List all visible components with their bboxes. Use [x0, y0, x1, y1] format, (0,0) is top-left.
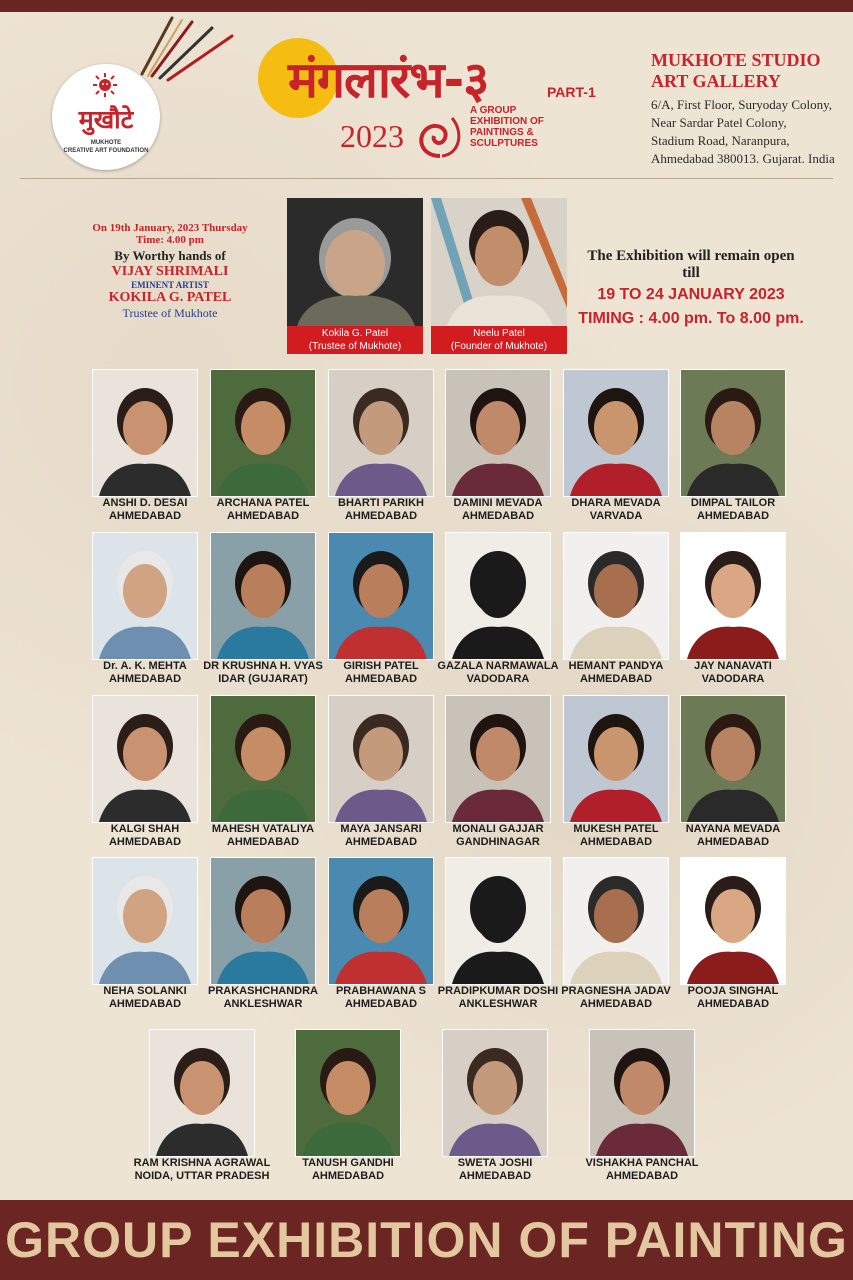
artist-name: PRADIPKUMAR DOSHI	[437, 985, 559, 997]
artist-photo	[211, 858, 315, 984]
artist-name: GAZALA NARMAWALA	[437, 660, 559, 672]
guest-name: VIJAY SHRIMALI	[111, 264, 229, 279]
artist-photo	[211, 696, 315, 822]
featured-card	[431, 198, 567, 354]
artist-city: AHMEDABAD	[605, 1170, 679, 1182]
artist-label	[651, 497, 815, 523]
schedule-dates: 19 TO 24 JANUARY 2023	[597, 286, 785, 303]
artist-name: JAY NANAVATI	[694, 660, 772, 672]
artist-photo	[681, 696, 785, 822]
logo-wordmark: मुखौटे	[78, 105, 134, 134]
artist-name: DAMINI MEVADA	[453, 497, 543, 509]
artist-name: ARCHANA PATEL	[216, 497, 310, 509]
artist-name: MONALI GAJJAR	[452, 823, 544, 835]
artist-label	[651, 823, 815, 849]
artist-photo	[446, 696, 550, 822]
artist-photo	[329, 533, 433, 659]
logo-line1: MUKHOTE	[90, 140, 122, 146]
artist-name: ANSHI D. DESAI	[102, 497, 188, 509]
artist-photo	[93, 696, 197, 822]
artist-city: AHMEDABAD	[696, 836, 770, 848]
mask-icon	[92, 72, 118, 98]
artist-photo	[329, 696, 433, 822]
artist-photo	[443, 1030, 547, 1156]
artist-photo	[564, 533, 668, 659]
inauguration-time: Time: 4.00 pm	[136, 234, 204, 246]
featured-card	[287, 198, 423, 354]
exhibition-schedule	[578, 248, 804, 328]
artist-photo	[93, 858, 197, 984]
artist-photo	[329, 370, 433, 496]
title-desc-line: EXHIBITION OF	[470, 116, 544, 127]
artist-name: TANUSH GANDHI	[302, 1157, 394, 1169]
artist-photo	[211, 370, 315, 496]
artist-name: PRAKASHCHANDRA	[208, 985, 318, 997]
artist-photo	[93, 533, 197, 659]
artist-name: DIMPAL TAILOR	[690, 497, 776, 509]
address-line: Near Sardar Patel Colony,	[651, 115, 787, 130]
artist-photo	[446, 370, 550, 496]
artist-photo	[93, 370, 197, 496]
artist-label	[651, 660, 815, 686]
artist-city: AHMEDABAD	[461, 510, 535, 522]
artist-city: AHMEDABAD	[108, 510, 182, 522]
artist-city: NOIDA, UTTAR PRADESH	[134, 1170, 270, 1182]
artist-city: AHMEDABAD	[344, 836, 418, 848]
artist-photo	[681, 858, 785, 984]
artist-city: ANKLESHWAR	[458, 998, 538, 1010]
artist-name: POOJA SINGHAL	[687, 985, 779, 997]
artist-label	[560, 1157, 724, 1183]
artist-city: VARVADA	[589, 510, 643, 522]
title-description	[470, 105, 544, 149]
artist-city: AHMEDABAD	[311, 1170, 385, 1182]
host-name: KOKILA G. PATEL	[108, 290, 232, 305]
artist-city: AHMEDABAD	[108, 998, 182, 1010]
title-part: PART-1	[547, 84, 596, 100]
artist-name: RAM KRISHNA AGRAWAL	[133, 1157, 271, 1169]
artist-name: PRABHAWANA S	[335, 985, 427, 997]
artist-name: SWETA JOSHI	[457, 1157, 533, 1169]
artist-name: VISHAKHA PANCHAL	[585, 1157, 699, 1169]
artist-name: NAYANA MEVADA	[685, 823, 781, 835]
logo-line2: CREATIVE ART FOUNDATION	[63, 148, 149, 154]
schedule-timing: TIMING : 4.00 pm. To 8.00 pm.	[578, 310, 804, 327]
artist-city: AHMEDABAD	[696, 510, 770, 522]
artist-city: AHMEDABAD	[108, 836, 182, 848]
featured-photo	[287, 198, 423, 326]
header-divider	[20, 178, 833, 179]
artist-name: DR KRUSHNA H. VYAS	[203, 660, 323, 672]
artist-photo	[296, 1030, 400, 1156]
paint-brushes-icon	[132, 14, 242, 84]
artist-name: MAHESH VATALIYA	[211, 823, 315, 835]
artist-city: AHMEDABAD	[344, 998, 418, 1010]
artist-city: ANKLESHWAR	[223, 998, 303, 1010]
featured-name: Neelu Patel	[473, 328, 525, 339]
artist-city: AHMEDABAD	[696, 998, 770, 1010]
address-line: Ahmedabad 380013. Gujarat. India	[651, 151, 835, 166]
artist-photo	[564, 370, 668, 496]
featured-caption	[287, 326, 423, 354]
artist-city: AHMEDABAD	[458, 1170, 532, 1182]
title-desc-line: SCULPTURES	[470, 138, 538, 149]
artist-label	[651, 985, 815, 1011]
artist-city: GANDHINAGAR	[456, 836, 540, 848]
artist-photo	[590, 1030, 694, 1156]
artist-name: MUKESH PATEL	[573, 823, 659, 835]
artist-city: AHMEDABAD	[579, 673, 653, 685]
artist-label	[413, 1157, 577, 1183]
artist-city: IDAR (GUJARAT)	[218, 673, 308, 685]
title-desc-line: PAINTINGS &	[470, 127, 534, 138]
featured-name: Kokila G. Patel	[321, 328, 389, 339]
artist-name: MAYA JANSARI	[340, 823, 422, 835]
artist-name: BHARTI PARIKH	[338, 497, 424, 509]
host-role: Trustee of Mukhote	[122, 306, 218, 320]
artist-city: AHMEDABAD	[344, 673, 418, 685]
artist-name: GIRISH PATEL	[343, 660, 419, 672]
featured-role: (Founder of Mukhote)	[450, 341, 548, 352]
artist-city: AHMEDABAD	[226, 836, 300, 848]
artist-name: HEMANT PANDYA	[568, 660, 664, 672]
address-line: 6/A, First Floor, Suryoday Colony,	[651, 97, 833, 112]
artist-name: PRAGNESHA JADAV	[561, 985, 671, 997]
artist-city: VADODARA	[701, 673, 765, 685]
artist-city: AHMEDABAD	[579, 998, 653, 1010]
artist-photo	[681, 533, 785, 659]
artist-photo	[150, 1030, 254, 1156]
title-year: 2023	[340, 118, 404, 154]
gallery-name	[651, 50, 821, 92]
title-desc-line: A GROUP	[470, 105, 517, 116]
featured-caption	[431, 326, 567, 354]
artist-city: VADODARA	[466, 673, 530, 685]
artist-label	[266, 1157, 430, 1183]
gallery-address	[651, 96, 835, 168]
address-line: Stadium Road, Naranpura,	[651, 133, 790, 148]
inauguration-hands: By Worthy hands of	[114, 248, 226, 263]
artist-name: NEHA SOLANKI	[103, 985, 187, 997]
artist-photo	[446, 533, 550, 659]
artist-photo	[329, 858, 433, 984]
footer-banner	[0, 1200, 853, 1280]
artist-city: AHMEDABAD	[579, 836, 653, 848]
exhibition-title: मंगलारंभ-३	[288, 51, 489, 109]
artist-city: AHMEDABAD	[344, 510, 418, 522]
gallery-name-line: MUKHOTE STUDIO	[651, 50, 821, 70]
inauguration-date: On 19th January, 2023 Thursday	[92, 222, 248, 234]
artist-label	[120, 1157, 284, 1183]
artist-photo	[211, 533, 315, 659]
artist-name: Dr. A. K. MEHTA	[103, 660, 187, 672]
artist-photo	[564, 696, 668, 822]
featured-photo	[431, 198, 567, 326]
artist-photo	[564, 858, 668, 984]
featured-role: (Trustee of Mukhote)	[308, 341, 402, 352]
artist-photo	[681, 370, 785, 496]
artist-name: DHARA MEVADA	[571, 497, 661, 509]
inauguration-info	[70, 222, 270, 321]
artist-city: AHMEDABAD	[226, 510, 300, 522]
gallery-name-line: ART GALLERY	[651, 71, 781, 91]
footer-banner-text: GROUP EXHIBITION OF PAINTING	[5, 1212, 848, 1268]
artist-name: KALGI SHAH	[110, 823, 180, 835]
top-border	[0, 0, 853, 12]
swirl-ornament-icon	[412, 108, 468, 160]
schedule-line: The Exhibition will remain open till	[587, 248, 795, 281]
artist-city: AHMEDABAD	[108, 673, 182, 685]
guest-role: EMINENT ARTIST	[131, 280, 209, 290]
artist-photo	[446, 858, 550, 984]
